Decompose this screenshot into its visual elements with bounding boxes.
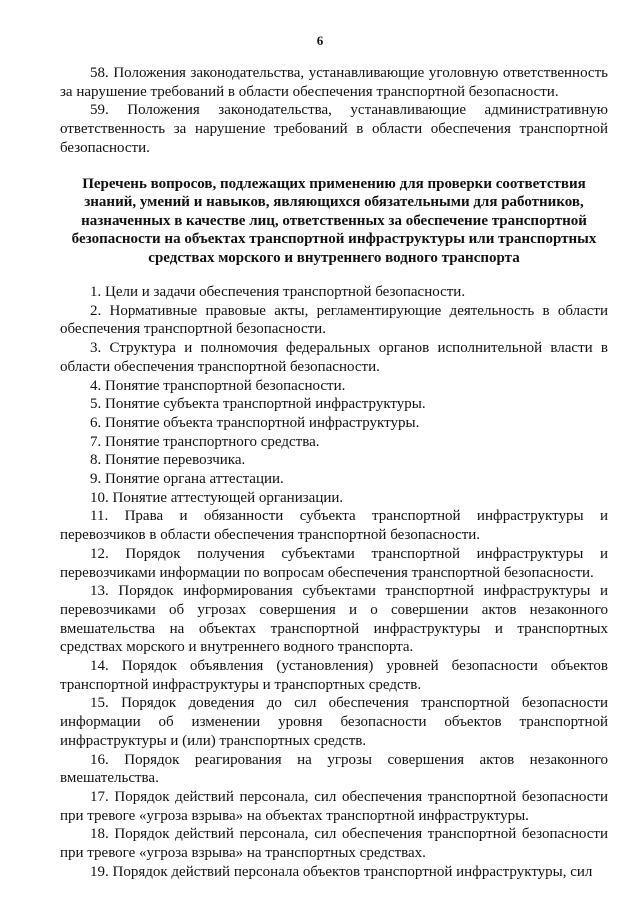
list-item: 2. Нормативные правовые акты, регламентирующие деятельность в области обеспечения транспортной безопасности. — [60, 302, 608, 338]
list-item: 1. Цели и задачи обеспечения транспортной безопасности. — [90, 284, 466, 301]
list-item: 14. Порядок объявления (установления) уровней безопасности объектов транспортной инфраструктуры и транспортных средств. — [60, 658, 608, 693]
paragraph-58: 58. Положения законодательства, устанавливающие уголовную ответственность за нарушение требований в области обеспечения транспортной безопасности. — [60, 65, 608, 100]
question-list — [60, 283, 608, 882]
section-title: Перечень вопросов, подлежащих применению для проверки соответствия знаний, умений и навыков, являющихся обязательными для работников, назначенных в качестве лиц, ответственных за обеспечение транспортной безопасности на объектах транспортной инфраструктуры или транспортных средствах морского и внутреннего водного транспорта — [71, 175, 597, 266]
list-item: 15. Порядок доведения до сил обеспечения транспортной безопасности информации об изменении уровня безопасности объектов транспортной инфраструктуры и (или) транспортных средств. — [60, 695, 608, 749]
list-item: 11. Права и обязанности субъекта транспортной инфраструктуры и перевозчиков в области обеспечения транспортной безопасности. — [60, 508, 608, 544]
list-item: 16. Порядок реагирования на угрозы совершения актов незаконного вмешательства. — [60, 751, 608, 787]
list-item: 12. Порядок получения субъектами транспортной инфраструктуры и перевозчиками информации по вопросам обеспечения транспортной безопасности. — [60, 545, 608, 581]
list-item: 4. Понятие транспортной безопасности. — [90, 377, 346, 394]
paragraph-59: 59. Положения законодательства, устанавливающие административную ответственность за нарушение требований в области обеспечения транспортной безопасности. — [60, 102, 608, 156]
list-item: 19. Порядок действий персонала объектов транспортной инфраструктуры, сил — [90, 863, 593, 880]
list-item: 5. Понятие субъекта транспортной инфраструктуры. — [90, 396, 426, 413]
list-item: 10. Понятие аттестующей организации. — [90, 489, 344, 506]
list-item: 8. Понятие перевозчика. — [90, 452, 246, 469]
page-content — [60, 64, 608, 882]
list-item: 17. Порядок действий персонала, сил обеспечения транспортной безопасности при тревоге «угроза взрыва» на объектах транспортной инфраструктуры. — [60, 789, 608, 824]
list-item: 13. Порядок информирования субъектами транспортной инфраструктуры и перевозчиками об угрозах совершения и о совершении актов незаконного вмешательства на объектах транспортной инфраструктуры и транспортных средствах морского и внутреннего водного транспорта. — [60, 583, 608, 656]
list-item: 9. Понятие органа аттестации. — [90, 471, 284, 488]
page-number: 6 — [316, 33, 324, 48]
list-item: 6. Понятие объекта транспортной инфраструктуры. — [90, 414, 420, 431]
list-item: 7. Понятие транспортного средства. — [90, 433, 320, 450]
list-item: 3. Структура и полномочия федеральных органов исполнительной власти в области обеспечения транспортной безопасности. — [60, 340, 608, 375]
list-item: 18. Порядок действий персонала, сил обеспечения транспортной безопасности при тревоге «угроза взрыва» на транспортных средствах. — [60, 826, 608, 862]
